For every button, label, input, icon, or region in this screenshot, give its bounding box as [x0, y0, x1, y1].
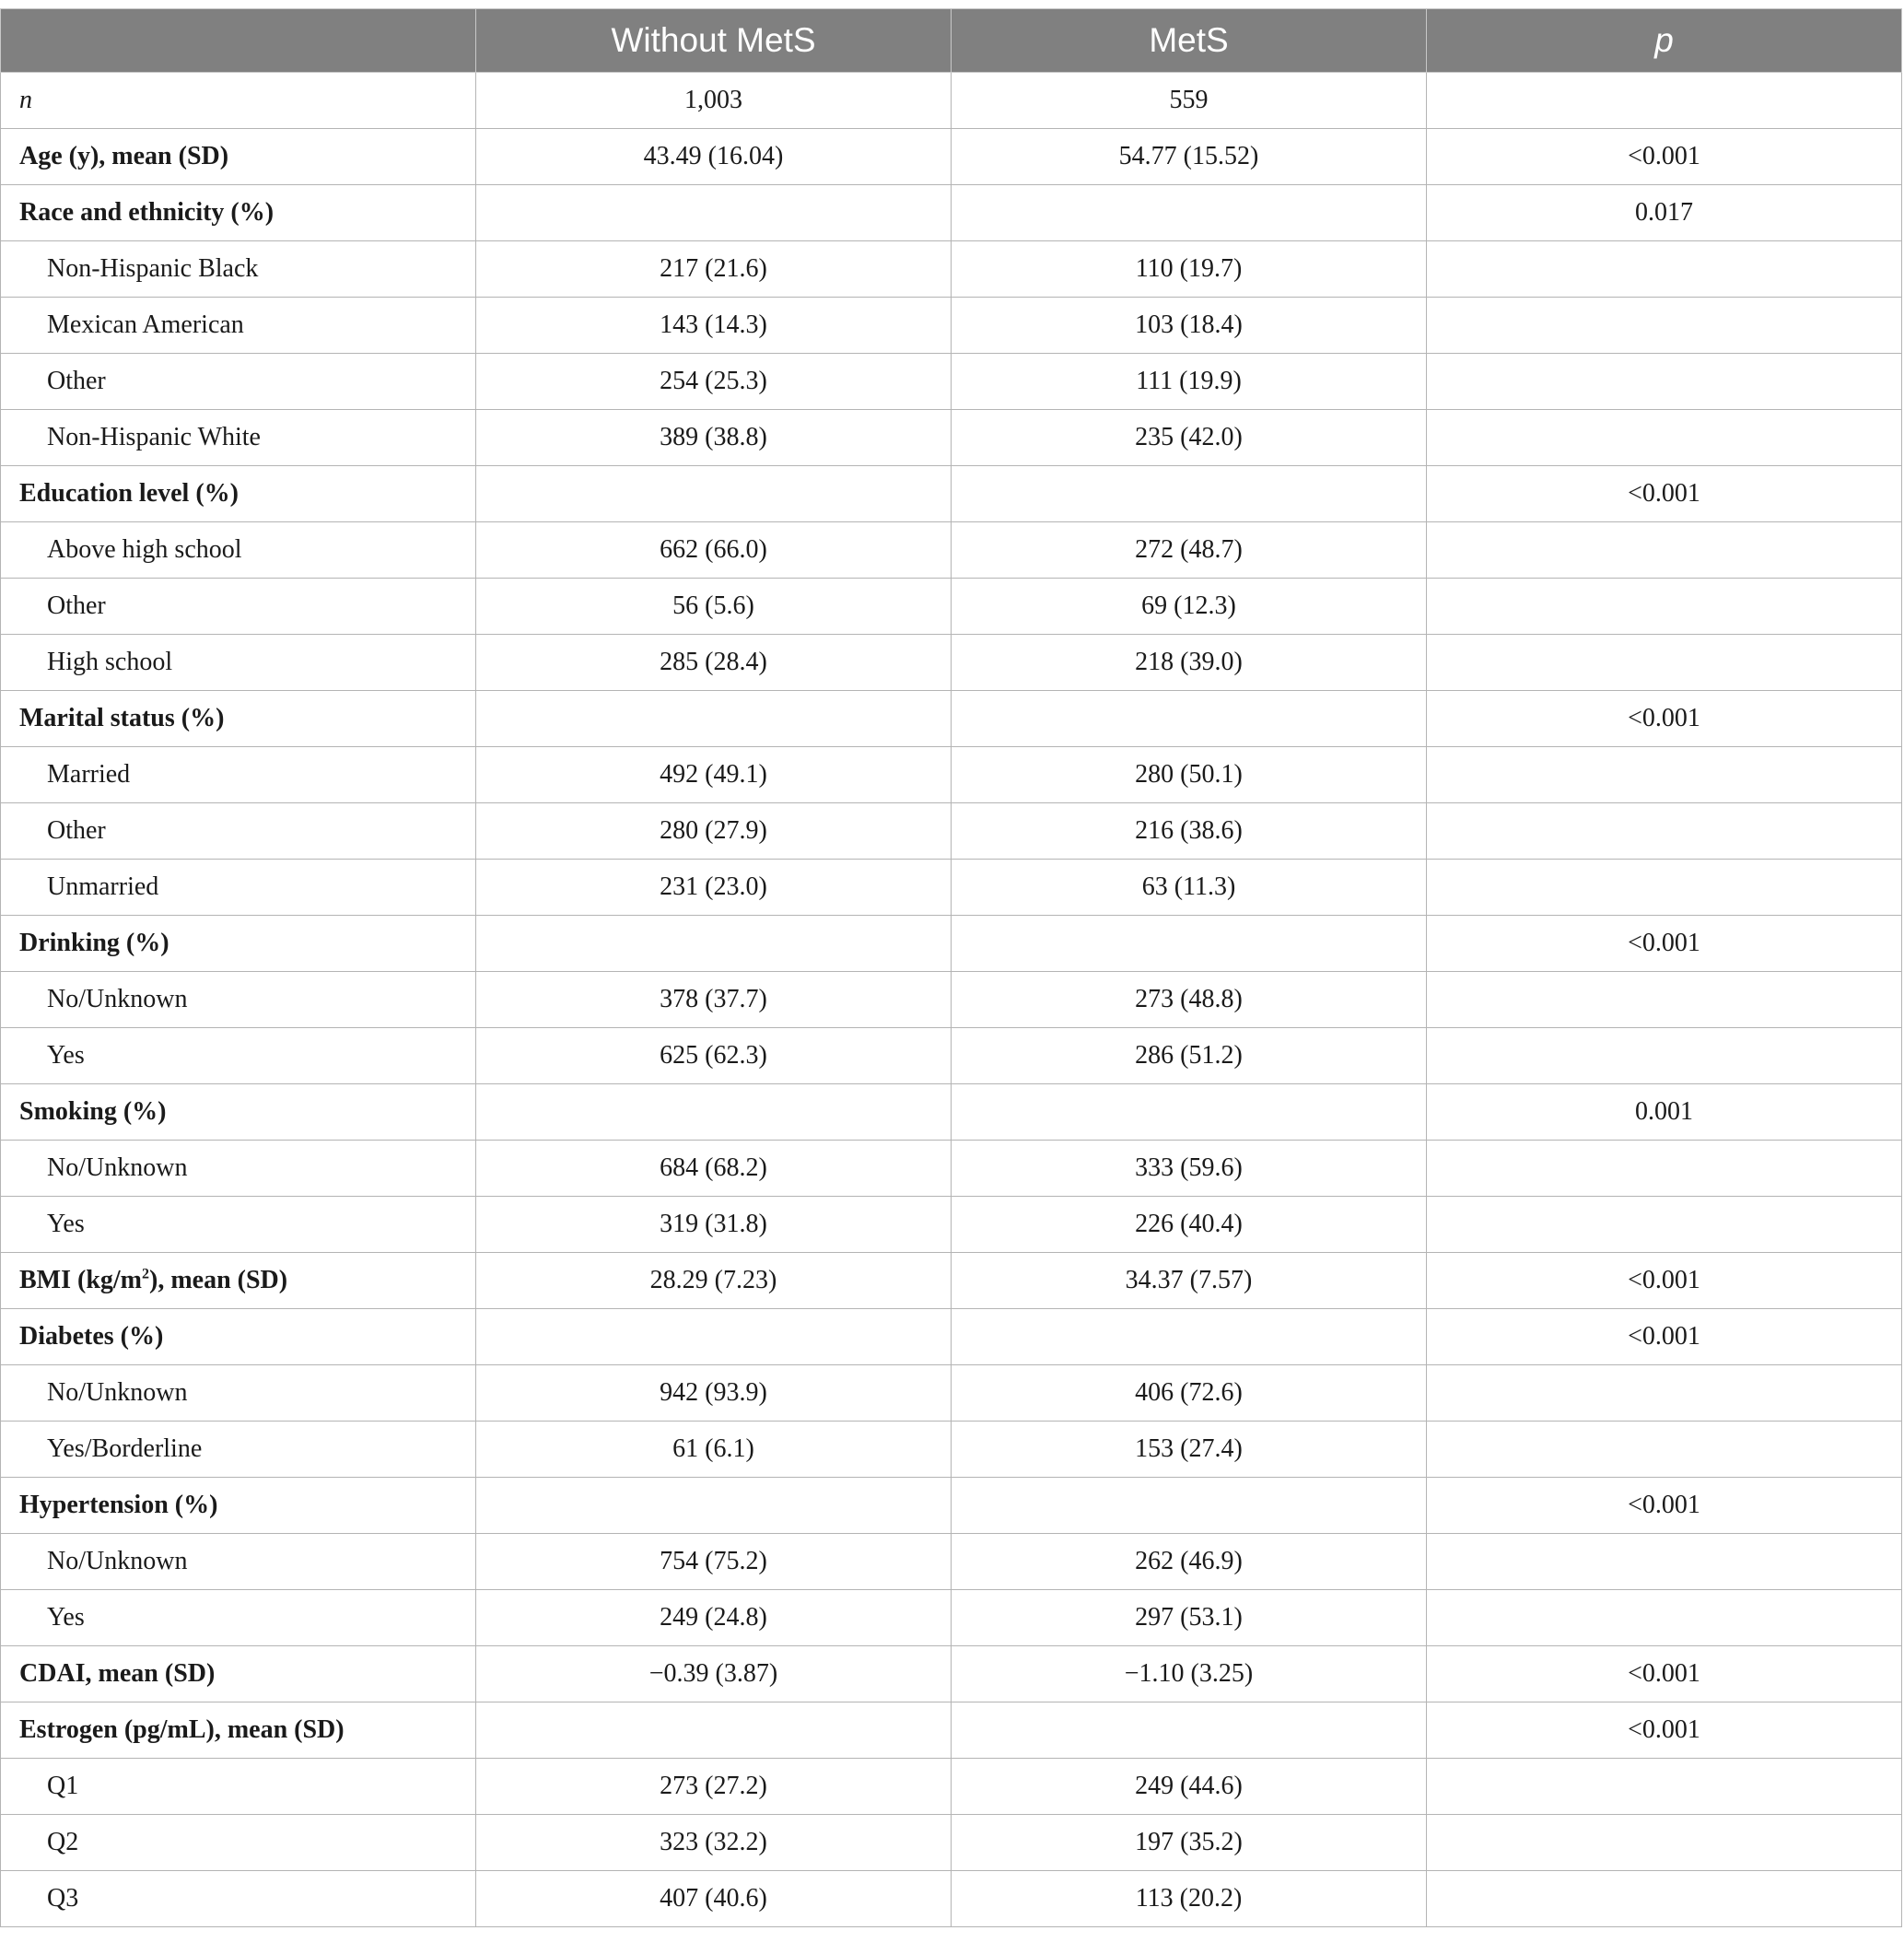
row-label: CDAI, mean (SD): [1, 1646, 476, 1702]
table-row: [1, 1084, 1902, 1141]
row-label: No/Unknown: [1, 1534, 476, 1590]
table-row: [1, 298, 1902, 354]
table-row: [1, 1590, 1902, 1646]
row-label: Yes: [1, 1028, 476, 1084]
mets-value: 249 (44.6): [952, 1759, 1427, 1815]
without-mets-value: 662 (66.0): [476, 522, 952, 579]
mets-value: 197 (35.2): [952, 1815, 1427, 1871]
p-value: <0.001: [1427, 691, 1902, 747]
without-mets-value: −0.39 (3.87): [476, 1646, 952, 1702]
row-label: Non-Hispanic White: [1, 410, 476, 466]
p-value: [1427, 635, 1902, 691]
table-row: [1, 1365, 1902, 1422]
mets-value: [952, 1084, 1427, 1141]
mets-value: [952, 466, 1427, 522]
p-value: [1427, 1759, 1902, 1815]
row-label: Smoking (%): [1, 1084, 476, 1141]
row-label: n: [1, 73, 476, 129]
row-label: Yes: [1, 1590, 476, 1646]
table-row: [1, 1534, 1902, 1590]
mets-value: 69 (12.3): [952, 579, 1427, 635]
without-mets-value: 43.49 (16.04): [476, 129, 952, 185]
row-label: Mexican American: [1, 298, 476, 354]
table-row: [1, 916, 1902, 972]
row-label: Diabetes (%): [1, 1309, 476, 1365]
mets-value: 235 (42.0): [952, 410, 1427, 466]
without-mets-value: 1,003: [476, 73, 952, 129]
mets-value: 262 (46.9): [952, 1534, 1427, 1590]
row-label: Married: [1, 747, 476, 803]
p-value: [1427, 972, 1902, 1028]
table-row: [1, 1478, 1902, 1534]
row-label: Yes: [1, 1197, 476, 1253]
row-label: BMI $(kg/m^2)$, mean (SD): [1, 1253, 476, 1309]
row-label: Q2: [1, 1815, 476, 1871]
without-mets-value: 407 (40.6): [476, 1871, 952, 1927]
row-label: No/Unknown: [1, 1141, 476, 1197]
header-row: [1, 9, 1902, 73]
mets-value: 113 (20.2): [952, 1871, 1427, 1927]
table-row: [1, 1253, 1902, 1309]
without-mets-value: [476, 916, 952, 972]
without-mets-value: 323 (32.2): [476, 1815, 952, 1871]
p-value: [1427, 241, 1902, 298]
row-label: Unmarried: [1, 860, 476, 916]
p-value: [1427, 410, 1902, 466]
mets-value: 153 (27.4): [952, 1422, 1427, 1478]
table-body: [1, 73, 1902, 1927]
row-label: Q3: [1, 1871, 476, 1927]
without-mets-value: 285 (28.4): [476, 635, 952, 691]
p-value: 0.017: [1427, 185, 1902, 241]
row-label: Hypertension (%): [1, 1478, 476, 1534]
row-label: High school: [1, 635, 476, 691]
without-mets-value: 273 (27.2): [476, 1759, 952, 1815]
table-row: [1, 1702, 1902, 1759]
mets-value: [952, 691, 1427, 747]
table-row: [1, 1759, 1902, 1815]
p-value: [1427, 1534, 1902, 1590]
p-value: [1427, 1422, 1902, 1478]
p-value: [1427, 1365, 1902, 1422]
p-value: [1427, 1815, 1902, 1871]
row-label: Marital status (%): [1, 691, 476, 747]
without-mets-value: [476, 1084, 952, 1141]
without-mets-value: 28.29 (7.23): [476, 1253, 952, 1309]
table-row: [1, 691, 1902, 747]
table-row: [1, 1141, 1902, 1197]
mets-value: 280 (50.1): [952, 747, 1427, 803]
header-without-mets: Without MetS: [476, 9, 952, 73]
table-row: [1, 466, 1902, 522]
without-mets-value: 143 (14.3): [476, 298, 952, 354]
mets-value: 103 (18.4): [952, 298, 1427, 354]
mets-value: 272 (48.7): [952, 522, 1427, 579]
p-value: [1427, 1871, 1902, 1927]
mets-value: 63 (11.3): [952, 860, 1427, 916]
p-value: [1427, 803, 1902, 860]
mets-value: [952, 1702, 1427, 1759]
mets-value: 216 (38.6): [952, 803, 1427, 860]
p-value: <0.001: [1427, 129, 1902, 185]
mets-value: 111 (19.9): [952, 354, 1427, 410]
table-row: [1, 972, 1902, 1028]
without-mets-value: 378 (37.7): [476, 972, 952, 1028]
without-mets-value: [476, 691, 952, 747]
mets-value: 286 (51.2): [952, 1028, 1427, 1084]
p-value: <0.001: [1427, 1646, 1902, 1702]
mets-value: 54.77 (15.52): [952, 129, 1427, 185]
p-value: 0.001: [1427, 1084, 1902, 1141]
p-value: [1427, 73, 1902, 129]
row-label: Education level (%): [1, 466, 476, 522]
table-row: [1, 1871, 1902, 1927]
without-mets-value: 684 (68.2): [476, 1141, 952, 1197]
without-mets-value: 280 (27.9): [476, 803, 952, 860]
mets-value: [952, 916, 1427, 972]
row-label: No/Unknown: [1, 1365, 476, 1422]
row-label: Race and ethnicity (%): [1, 185, 476, 241]
row-label: Estrogen (pg/mL), mean (SD): [1, 1702, 476, 1759]
table-row: [1, 1197, 1902, 1253]
p-value: <0.001: [1427, 1702, 1902, 1759]
row-label: Yes/Borderline: [1, 1422, 476, 1478]
header-mets: MetS: [952, 9, 1427, 73]
row-label: No/Unknown: [1, 972, 476, 1028]
table-row: [1, 1815, 1902, 1871]
without-mets-value: 389 (38.8): [476, 410, 952, 466]
p-value: [1427, 579, 1902, 635]
table-row: [1, 73, 1902, 129]
without-mets-value: 249 (24.8): [476, 1590, 952, 1646]
p-value: <0.001: [1427, 1309, 1902, 1365]
header-variable: [1, 9, 476, 73]
table-row: [1, 635, 1902, 691]
mets-value: 333 (59.6): [952, 1141, 1427, 1197]
p-value: [1427, 747, 1902, 803]
table-row: [1, 747, 1902, 803]
characteristics-table: [0, 8, 1902, 1927]
without-mets-value: 319 (31.8): [476, 1197, 952, 1253]
mets-value: 559: [952, 73, 1427, 129]
row-label: Above high school: [1, 522, 476, 579]
p-value: [1427, 298, 1902, 354]
table-row: [1, 1422, 1902, 1478]
row-label: Drinking (%): [1, 916, 476, 972]
table-row: [1, 860, 1902, 916]
p-value: [1427, 1197, 1902, 1253]
header-p-value: p: [1427, 9, 1902, 73]
without-mets-value: 492 (49.1): [476, 747, 952, 803]
p-value: <0.001: [1427, 1478, 1902, 1534]
without-mets-value: [476, 1309, 952, 1365]
without-mets-value: 231 (23.0): [476, 860, 952, 916]
mets-value: 273 (48.8): [952, 972, 1427, 1028]
row-label: Other: [1, 354, 476, 410]
without-mets-value: [476, 1478, 952, 1534]
table-row: [1, 1309, 1902, 1365]
row-label: Other: [1, 803, 476, 860]
table-row: [1, 185, 1902, 241]
p-value: [1427, 860, 1902, 916]
mets-value: −1.10 (3.25): [952, 1646, 1427, 1702]
p-value: [1427, 522, 1902, 579]
table-row: [1, 579, 1902, 635]
without-mets-value: 754 (75.2): [476, 1534, 952, 1590]
mets-value: 218 (39.0): [952, 635, 1427, 691]
mets-value: [952, 1478, 1427, 1534]
p-value: [1427, 1028, 1902, 1084]
table-row: [1, 1646, 1902, 1702]
without-mets-value: 625 (62.3): [476, 1028, 952, 1084]
without-mets-value: 61 (6.1): [476, 1422, 952, 1478]
p-value: <0.001: [1427, 1253, 1902, 1309]
row-label: Age (y), mean (SD): [1, 129, 476, 185]
p-value: [1427, 354, 1902, 410]
p-value: [1427, 1141, 1902, 1197]
without-mets-value: [476, 466, 952, 522]
table-row: [1, 1028, 1902, 1084]
mets-value: 34.37 (7.57): [952, 1253, 1427, 1309]
row-label: Non-Hispanic Black: [1, 241, 476, 298]
table-row: [1, 354, 1902, 410]
p-value: [1427, 1590, 1902, 1646]
mets-value: 406 (72.6): [952, 1365, 1427, 1422]
mets-value: 110 (19.7): [952, 241, 1427, 298]
table-row: [1, 129, 1902, 185]
table-row: [1, 522, 1902, 579]
without-mets-value: 217 (21.6): [476, 241, 952, 298]
table-row: [1, 803, 1902, 860]
without-mets-value: 56 (5.6): [476, 579, 952, 635]
mets-value: [952, 1309, 1427, 1365]
without-mets-value: 254 (25.3): [476, 354, 952, 410]
row-label: Q1: [1, 1759, 476, 1815]
table-row: [1, 241, 1902, 298]
mets-value: 297 (53.1): [952, 1590, 1427, 1646]
p-value: <0.001: [1427, 916, 1902, 972]
without-mets-value: [476, 185, 952, 241]
row-label: Other: [1, 579, 476, 635]
without-mets-value: 942 (93.9): [476, 1365, 952, 1422]
mets-value: [952, 185, 1427, 241]
table-row: [1, 410, 1902, 466]
p-value: <0.001: [1427, 466, 1902, 522]
mets-value: 226 (40.4): [952, 1197, 1427, 1253]
without-mets-value: [476, 1702, 952, 1759]
